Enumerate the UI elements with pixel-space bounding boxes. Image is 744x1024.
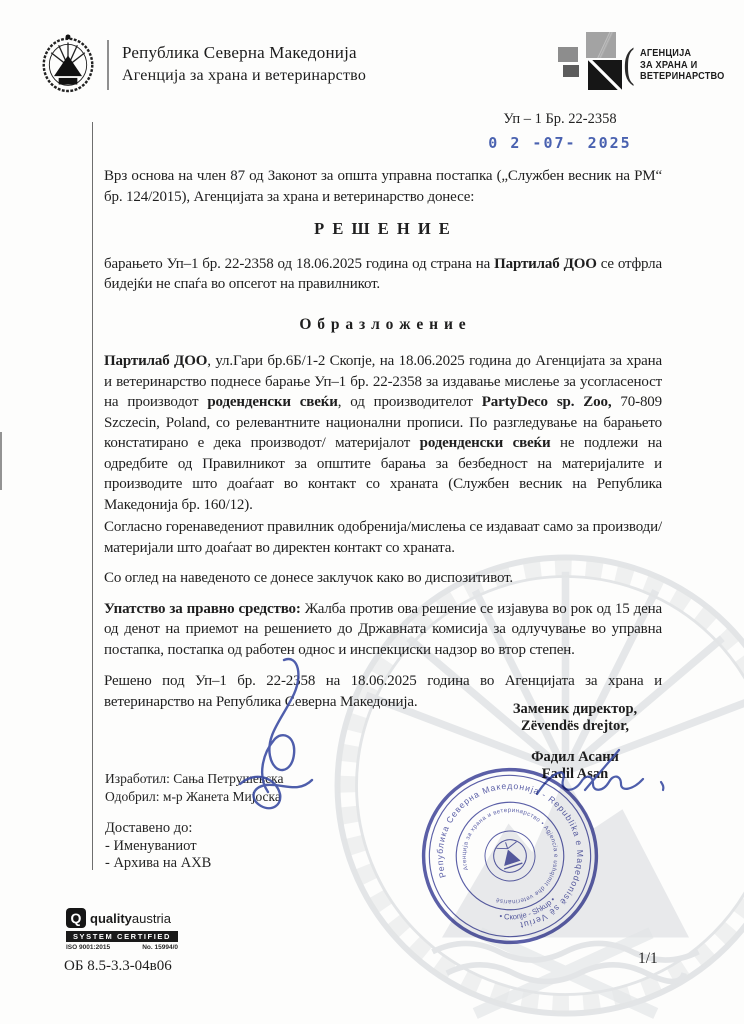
scan-fold-line bbox=[92, 122, 93, 870]
brand-light: austria bbox=[131, 910, 171, 926]
prepared-by: Изработил: Сања Петрушевска bbox=[105, 771, 284, 786]
decision-seg: барањето Уп–1 бр. 22-2358 од 18.06.2025 година од страна на bbox=[104, 255, 495, 272]
deputy-name-sq: Fadil Asan bbox=[541, 766, 609, 782]
decision-company-bold: Партилаб ДОО bbox=[494, 255, 597, 272]
expl-manufacturer-bold: PartyDeco sp. Zoo, bbox=[481, 394, 612, 410]
stamp-center-emblem bbox=[489, 835, 530, 876]
scan-edge-artifact bbox=[0, 432, 2, 490]
agency-logo-text bbox=[640, 48, 724, 83]
decision-title: Р Е Ш Е Н И Е bbox=[314, 219, 452, 238]
system-certified-bar: SYSTEM CERTIFIED bbox=[66, 931, 178, 942]
paragraph-legal-basis bbox=[104, 166, 662, 207]
delivery-title: Доставено до: bbox=[105, 820, 193, 836]
explanation-title: О б р а з л о ж е н и е bbox=[299, 315, 467, 333]
expl2-text: Согласно горенаведениот правилник одобренија/мислења се издаваат само за производи/материјали што доаѓаат во директен контакт со храната. bbox=[104, 519, 662, 556]
quality-austria-q-icon: Q bbox=[66, 908, 86, 928]
agency-logo bbox=[556, 30, 725, 94]
agency-logo-line2: ЗА ХРАНА И bbox=[640, 59, 698, 71]
deputy-title-mk: Заменик директор, bbox=[512, 701, 638, 717]
header-divider bbox=[107, 40, 109, 90]
certificate-number: No. 15994/0 bbox=[142, 944, 178, 951]
brand-bold: quality bbox=[90, 910, 132, 926]
conclusion-text: Со оглед на наведеното се донесе заклучок како во диспозитивот. bbox=[104, 570, 514, 586]
agency-logo-square-light bbox=[586, 32, 616, 58]
approver-signature-ink bbox=[222, 652, 322, 822]
remedy-text: Жалба против ова решение се изјавува во рок од 15 дена од денот на приемот на решението до Државната комисија за одлучување во управна постапка, постапка од работен однос и инспекциски надзор во втор степен. bbox=[104, 600, 663, 658]
expl-seg: , од производителот bbox=[337, 394, 482, 410]
decision-seg: се отфрла бидејќи не спаѓа во опсегот на правилникот. bbox=[104, 255, 663, 292]
iso-number: ISO 9001:2015 bbox=[66, 944, 111, 951]
coat-of-arms-icon bbox=[40, 32, 96, 94]
header-org-name bbox=[122, 41, 366, 87]
expl-seg: 70-809 Szczecin, Poland, со релевантните национални прописи. По разгледување на барањето констатирано е дека производот/ материјалот bbox=[104, 394, 662, 451]
expl-seg: не подлежи на одредбите од Правилникот за општите барања за безбедност на материјалите и производите што доаѓаат во контакт со храната (Службен весник на Република Македонија бр. 160/12). bbox=[104, 435, 662, 513]
stamp-outer-text: Република Северна Македонија - Republika e Maqedonisë së Veriut bbox=[434, 780, 586, 931]
agency-logo-square-dark bbox=[563, 65, 579, 77]
stamp-city-text: • Скопје - Shkup • bbox=[498, 895, 557, 922]
date-received-stamp: 0 2 -07- 2025 bbox=[488, 134, 632, 152]
paragraph-decision bbox=[104, 254, 662, 295]
expl-product-bold: роденденски свеќи bbox=[419, 435, 551, 451]
official-round-stamp bbox=[414, 760, 606, 952]
paragraph-conclusion bbox=[104, 568, 662, 589]
expl-seg: , ул.Гари бр.6Б/1-2 Скопје, на 18.06.2025 година до Агенцијата за храна и ветеринарство поднесе барање Уп–1 бр. 22-2358 за издавање мислење за усогласеност на производот bbox=[104, 353, 663, 410]
delivery-item: - Архива на АХВ bbox=[105, 855, 212, 871]
deputy-name-mk: Фадил Асани bbox=[531, 749, 619, 765]
approved-by: Одобрил: м-р Жанета Мијоска bbox=[105, 788, 281, 804]
document-body bbox=[104, 166, 662, 712]
org-agency-line: Агенција за храна и ветеринарство bbox=[122, 67, 367, 84]
agency-logo-square-gray bbox=[558, 47, 578, 62]
agency-logo-arc-glyph: ( bbox=[623, 41, 635, 87]
quality-austria-brand bbox=[90, 911, 171, 926]
case-number: Уп – 1 Бр. 22-2358 bbox=[503, 111, 617, 127]
form-code: ОБ 8.5-3.3-04в06 bbox=[64, 958, 172, 974]
page-number: 1/1 bbox=[638, 950, 658, 967]
agency-logo-line3: ВЕТЕРИНАРСТВО bbox=[640, 71, 725, 82]
delivery-block bbox=[105, 820, 211, 873]
agency-logo-square-black bbox=[588, 60, 622, 90]
paragraph-explanation-1 bbox=[104, 351, 662, 515]
quality-austria-logo bbox=[66, 908, 186, 951]
expl-product-bold: роденденски свеќи bbox=[207, 394, 338, 410]
resolved-text: Решено под Уп–1 бр. 22-2358 на 18.06.2025 година во Агенцијата за храна и ветеринарство на Република Северна Македонија. bbox=[104, 673, 662, 710]
legal-basis-text: Врз основа на член 87 од Законот за општа управна постапка („Службен весник на РМ“ бр. 124/2015), Агенцијата за храна и ветеринарство донесе: bbox=[104, 168, 662, 205]
agency-logo-line1: АГЕНЦИЈА bbox=[640, 48, 692, 59]
stamp-inner-text: Агенција за храна и ветеринарство • Agjencia e ushqimit dhe veterinarisë bbox=[461, 807, 559, 905]
paragraph-explanation-2 bbox=[104, 517, 662, 558]
remedy-label-bold: Упатство за правно средство: bbox=[104, 600, 301, 617]
deputy-title-sq: Zëvendës drejtor, bbox=[521, 718, 629, 734]
delivery-item: - Именуваниот bbox=[105, 837, 197, 854]
org-country-line: Република Северна Македонија bbox=[122, 43, 357, 62]
paragraph-legal-remedy bbox=[104, 599, 662, 661]
expl-company-bold: Партилаб ДОО bbox=[104, 353, 208, 369]
